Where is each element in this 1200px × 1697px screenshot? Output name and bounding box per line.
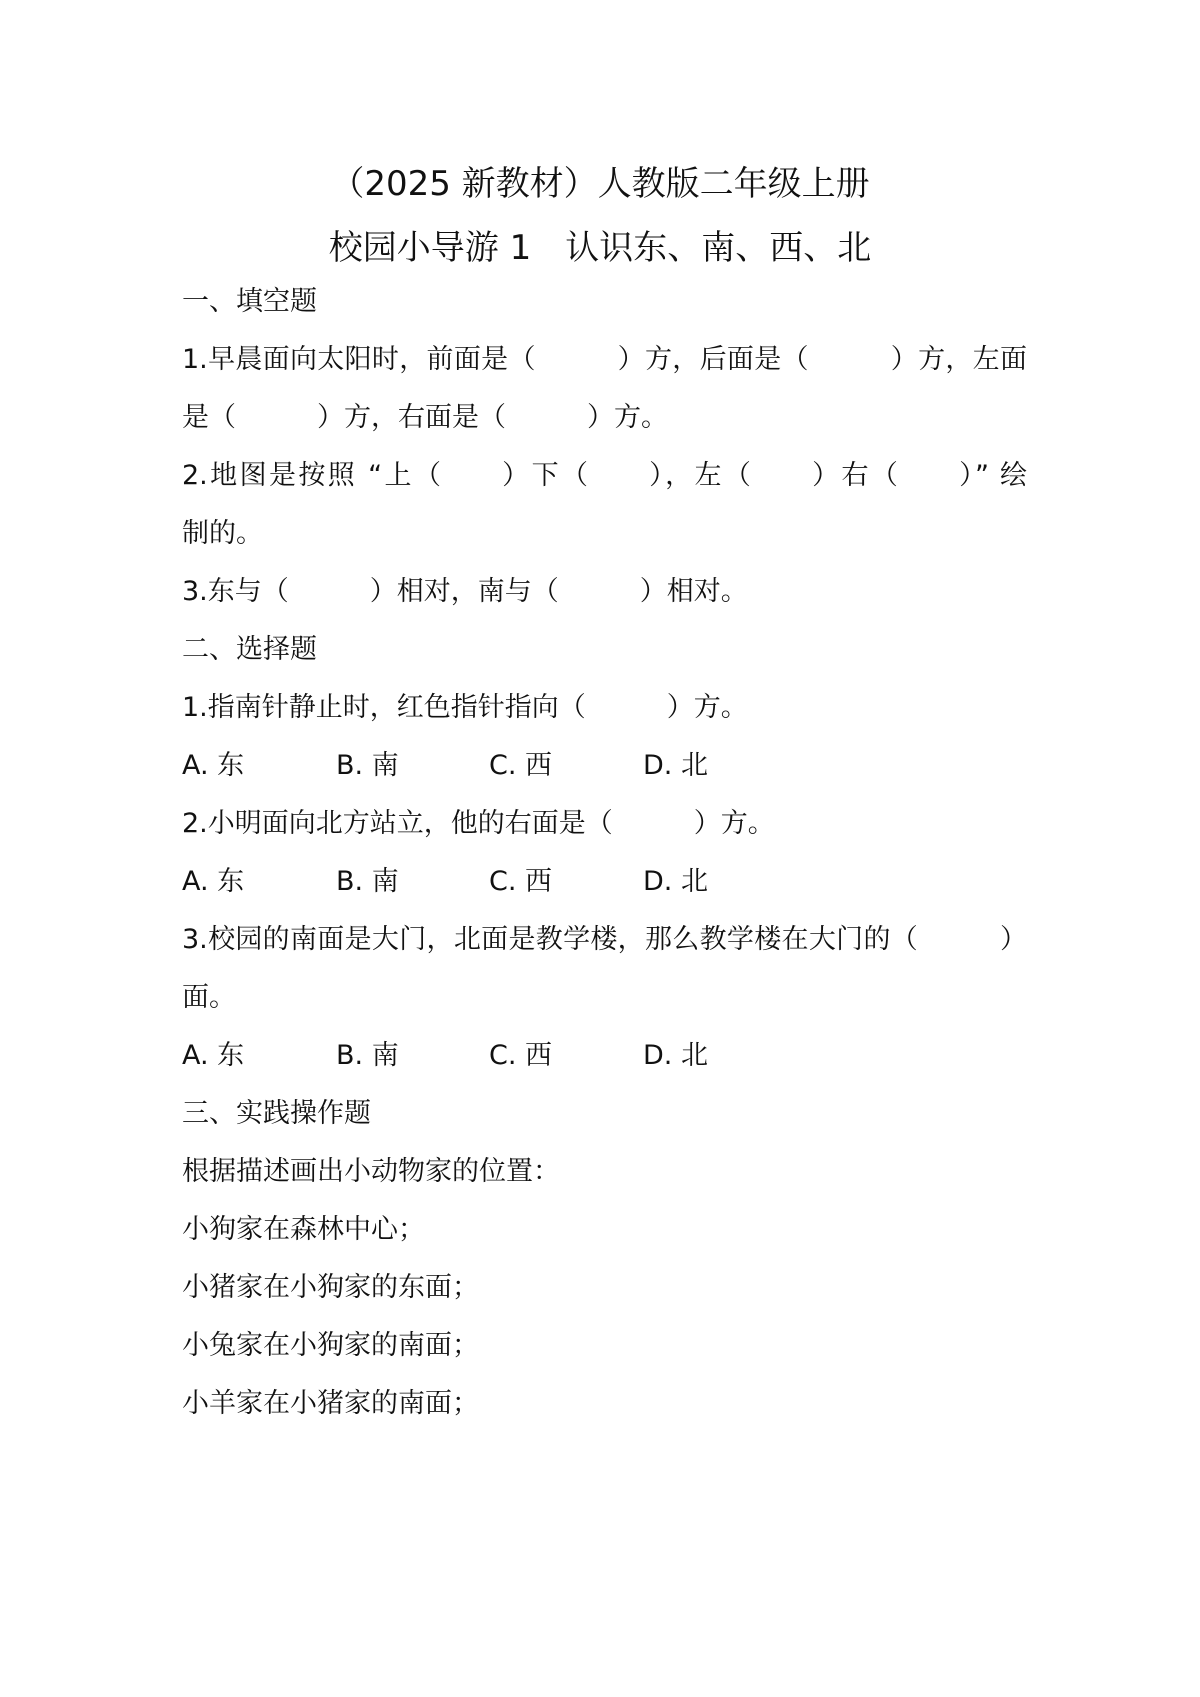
option-b: B. 南 xyxy=(336,866,399,897)
section-heading-multiple-choice: 二、选择题 xyxy=(182,634,317,665)
fill-blank-q3: 3.东与（ ）相对，南与（ ）相对。 xyxy=(182,576,748,607)
choice-q1-options xyxy=(182,746,1027,786)
practice-item: 小狗家在森林中心； xyxy=(182,1214,425,1245)
fill-blank-q2-line2: 制的。 xyxy=(182,518,263,549)
practice-intro: 根据描述画出小动物家的位置： xyxy=(182,1156,560,1187)
option-b: B. 南 xyxy=(336,1040,399,1071)
section-heading-practice: 三、实践操作题 xyxy=(182,1098,371,1129)
choice-q3-options xyxy=(182,1036,1027,1076)
document-subtitle: 校园小导游 1 认识东、南、西、北 xyxy=(328,228,872,268)
option-a: A. 东 xyxy=(182,1040,245,1071)
choice-q2: 2.小明面向北方站立，他的右面是（ ）方。 xyxy=(182,808,775,839)
option-d: D. 北 xyxy=(643,1040,708,1071)
fill-blank-q1-line1: 1.早晨面向太阳时，前面是（ ）方，后面是（ ）方，左面 xyxy=(182,344,1027,375)
option-c: C. 西 xyxy=(489,750,553,781)
choice-q2-options xyxy=(182,862,1027,902)
section-heading-fill-blank: 一、填空题 xyxy=(182,286,317,317)
choice-q3-line1: 3.校园的南面是大门，北面是教学楼，那么教学楼在大门的（ ） xyxy=(182,924,1027,955)
document-title: （2025 新教材）人教版二年级上册 xyxy=(330,164,870,204)
option-c: C. 西 xyxy=(489,866,553,897)
fill-blank-q2-line1: 2.地图是按照 “上（ ）下（ ），左（ ）右（ ）” 绘 xyxy=(182,460,1027,491)
choice-q1: 1.指南针静止时，红色指针指向（ ）方。 xyxy=(182,692,748,723)
choice-q3-line2: 面。 xyxy=(182,982,236,1013)
option-b: B. 南 xyxy=(336,750,399,781)
option-a: A. 东 xyxy=(182,750,245,781)
option-a: A. 东 xyxy=(182,866,245,897)
option-d: D. 北 xyxy=(643,866,708,897)
option-c: C. 西 xyxy=(489,1040,553,1071)
practice-item: 小兔家在小狗家的南面； xyxy=(182,1330,479,1361)
fill-blank-q1-line2: 是（ ）方，右面是（ ）方。 xyxy=(182,402,668,433)
practice-item: 小猪家在小狗家的东面； xyxy=(182,1272,479,1303)
practice-item: 小羊家在小猪家的南面； xyxy=(182,1388,479,1419)
option-d: D. 北 xyxy=(643,750,708,781)
